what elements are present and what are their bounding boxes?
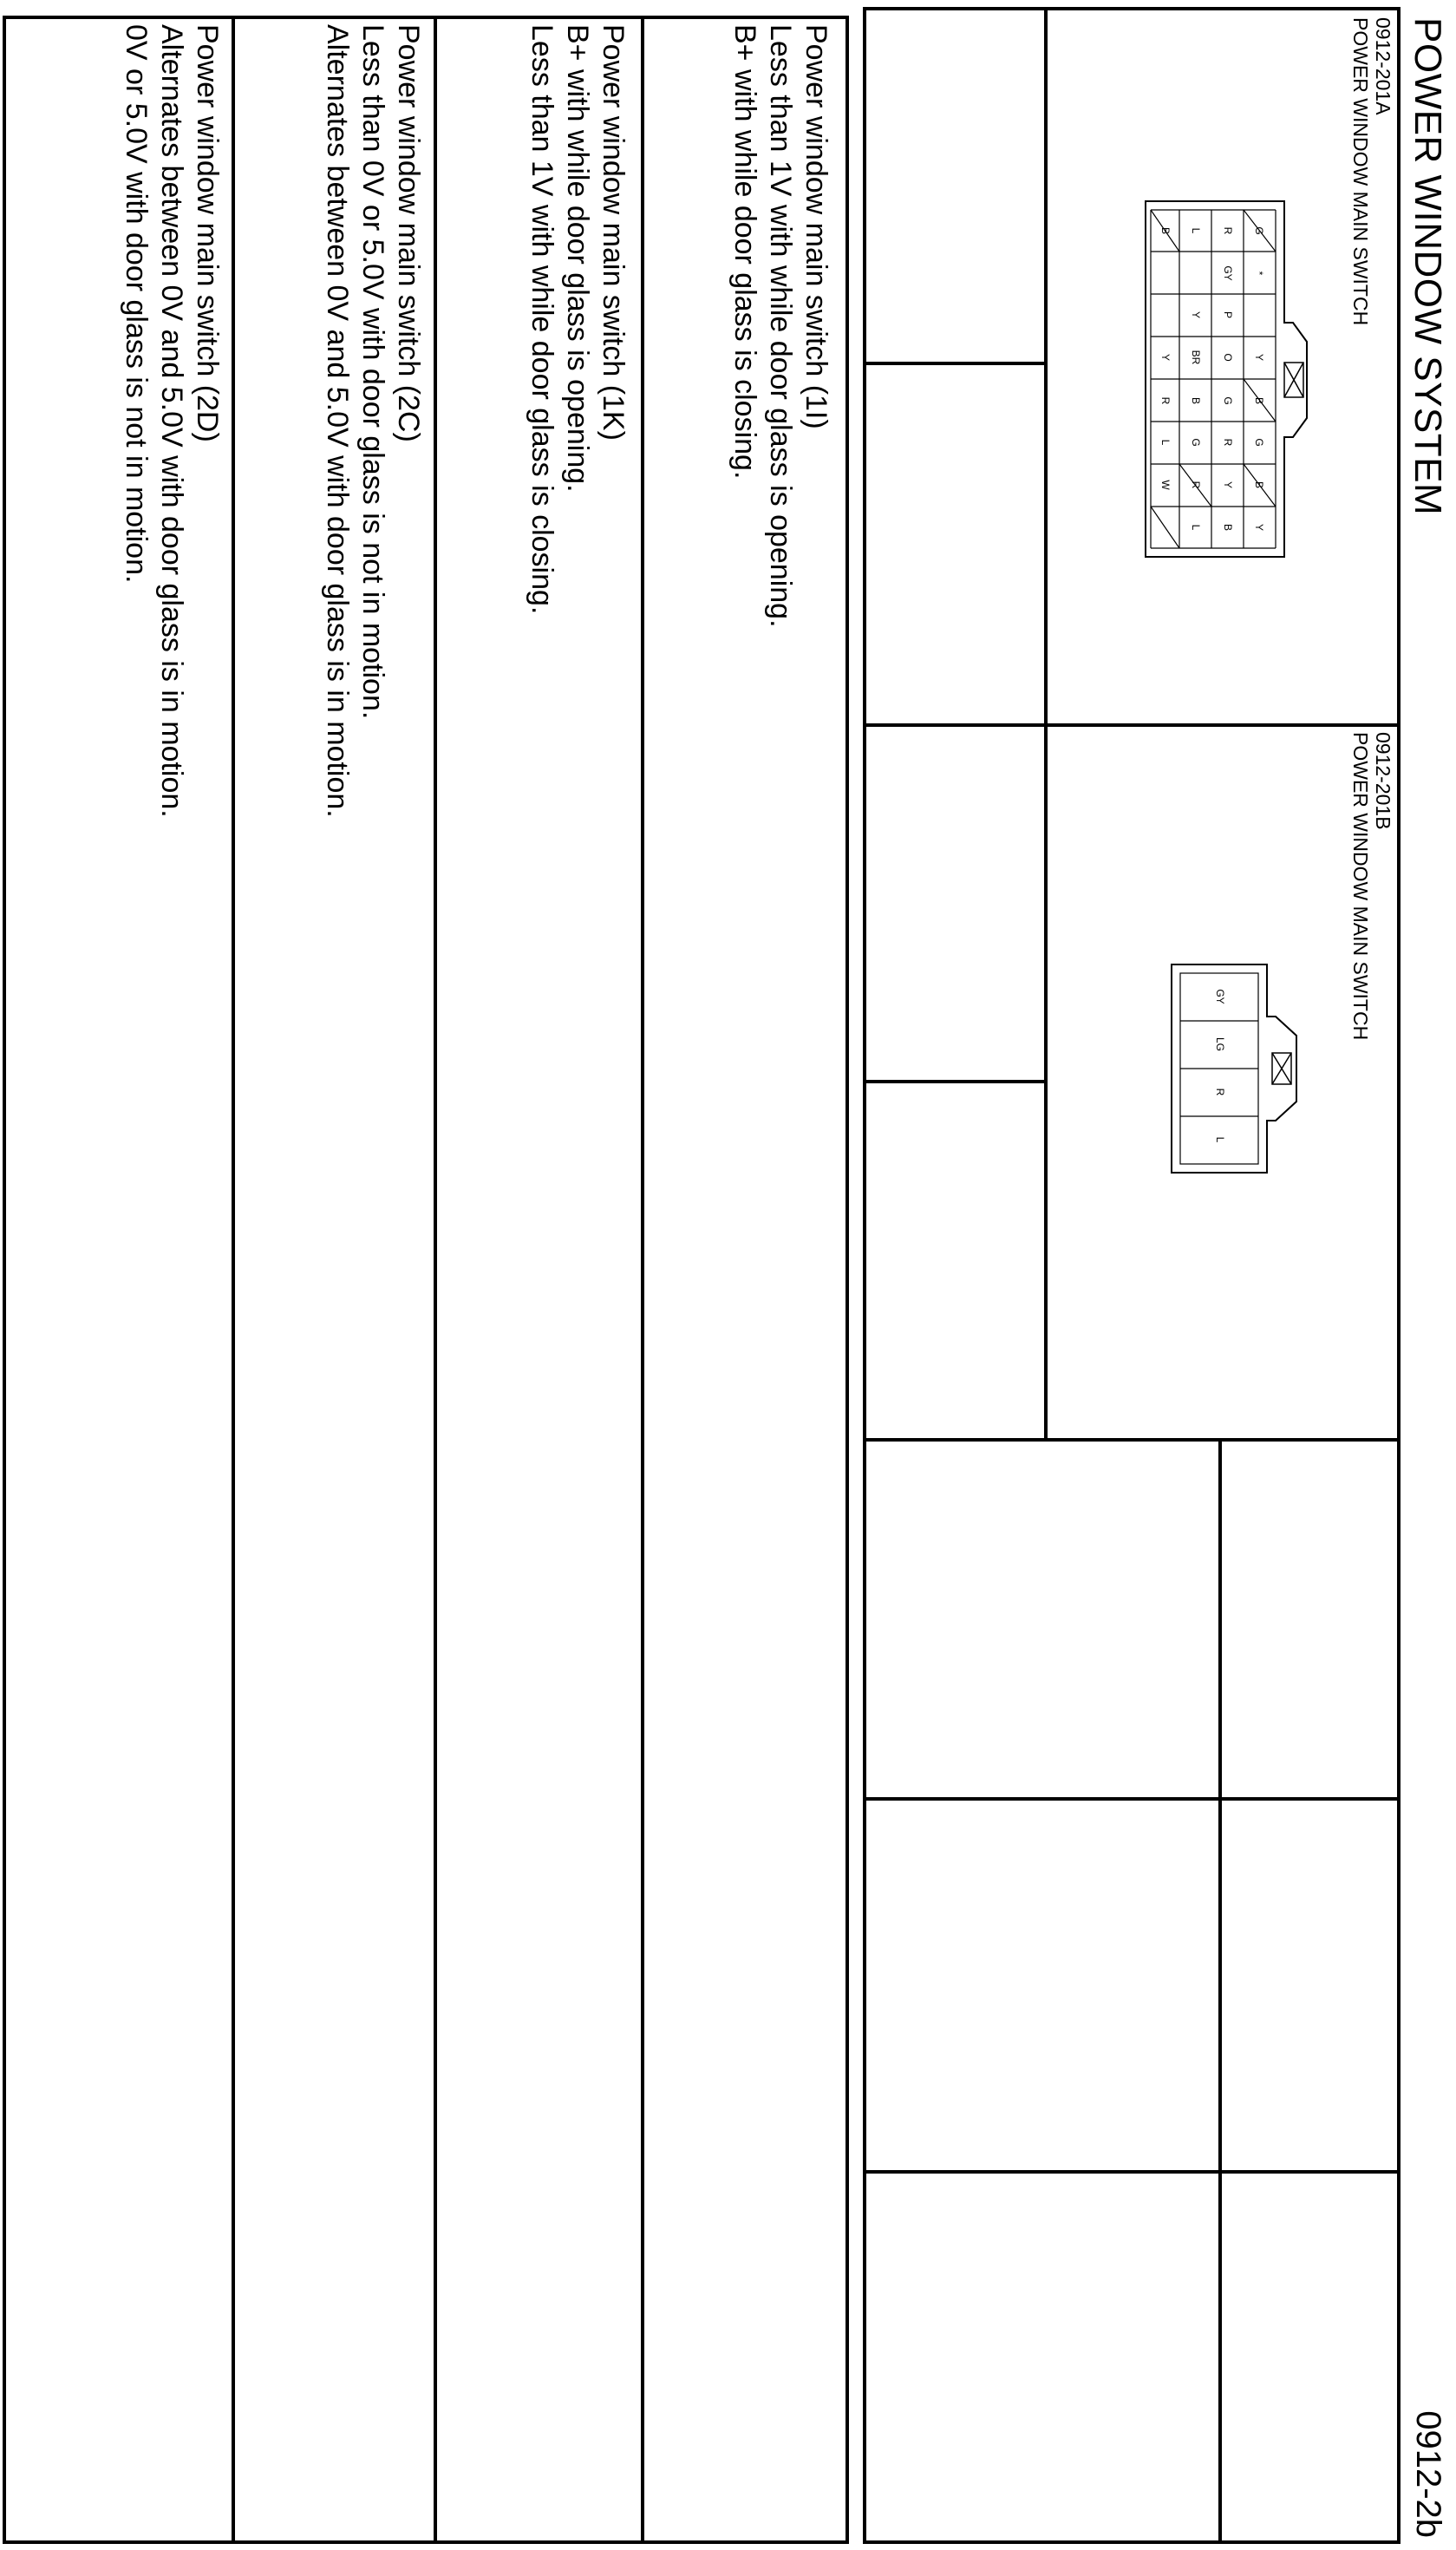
table-divider	[866, 723, 1397, 727]
check-line: B+ with while door glass is opening.	[561, 24, 595, 493]
table-divider	[641, 19, 644, 2540]
pin-label: L	[1213, 1136, 1226, 1143]
connector-b-name: POWER WINDOW MAIN SWITCH	[1349, 732, 1373, 1041]
connector-b-code: 0912-201B	[1372, 732, 1394, 830]
pin-label: W	[1159, 480, 1172, 490]
pin-label: G	[1221, 396, 1234, 405]
connector-b-label	[1349, 732, 1394, 1040]
connector-a-label	[1349, 17, 1394, 325]
table-divider	[232, 19, 235, 2540]
pin-label: B	[1159, 226, 1172, 235]
connector-a-name: POWER WINDOW MAIN SWITCH	[1349, 17, 1373, 326]
pin-label: R	[1189, 481, 1202, 489]
check-line: 0V or 5.0V with door glass is not in motion.	[120, 24, 153, 584]
pin-label: B	[1252, 481, 1265, 489]
pin-label: R	[1221, 226, 1234, 235]
check-line: Power window main switch (2D)	[191, 24, 224, 442]
pin-label: *	[1252, 271, 1265, 276]
pin-label: L	[1189, 524, 1202, 531]
connector-b-diagram	[1163, 956, 1302, 1181]
table-divider	[866, 1080, 1048, 1083]
check-line: Less than 1V with while door glass is opening.	[764, 24, 798, 628]
pin-label: LG	[1213, 1036, 1226, 1052]
pin-label: R	[1213, 1088, 1226, 1096]
pin-label: L	[1189, 227, 1202, 234]
connector-a-diagram	[1137, 184, 1310, 566]
check-line: Power window main switch (1K)	[597, 24, 630, 441]
table-divider	[866, 1797, 1397, 1801]
pin-label: Y	[1189, 311, 1202, 319]
pin-label: B	[1189, 396, 1202, 405]
pin-label: G	[1252, 438, 1265, 447]
table-divider	[1218, 1438, 1222, 2540]
checks-table	[3, 16, 849, 2544]
pin-label: P	[1221, 311, 1234, 319]
check-entry	[525, 24, 630, 614]
page-number: 0912-2b	[1409, 2410, 1447, 2538]
table-divider	[434, 19, 437, 2540]
check-line: Alternates between 0V and 5.0V with door glass is in motion.	[155, 24, 189, 818]
pin-label: BR	[1189, 350, 1202, 365]
table-divider	[1044, 10, 1048, 1438]
pin-label: G	[1252, 226, 1265, 235]
connector-table	[863, 7, 1401, 2544]
pin-label: GY	[1221, 265, 1234, 281]
pin-label: GY	[1213, 989, 1226, 1004]
pin-label: Y	[1252, 353, 1265, 362]
check-line: Less than 0V or 5.0V with door glass is not in motion.	[356, 24, 390, 720]
page-title: POWER WINDOW SYSTEM	[1407, 17, 1449, 516]
check-entry	[119, 24, 225, 818]
check-line: Power window main switch (2C)	[392, 24, 425, 442]
check-line: Power window main switch (1I)	[800, 24, 832, 429]
table-divider	[866, 362, 1048, 365]
pin-label: Y	[1221, 481, 1234, 489]
check-line: Alternates between 0V and 5.0V with door glass is in motion.	[321, 24, 355, 818]
pin-label: O	[1221, 353, 1234, 362]
check-line: B+ with while door glass is closing.	[728, 24, 762, 480]
check-entry	[728, 24, 833, 628]
check-line: Less than 1V with while door glass is closing.	[526, 24, 559, 615]
pin-label: R	[1159, 396, 1172, 405]
pin-label: B	[1221, 523, 1234, 532]
connector-a-code: 0912-201A	[1372, 17, 1394, 115]
pin-label: L	[1159, 439, 1172, 446]
pin-label: Y	[1159, 353, 1172, 362]
table-divider	[866, 2170, 1397, 2174]
pin-label: G	[1189, 438, 1202, 447]
pin-label: Y	[1252, 523, 1265, 532]
table-divider	[866, 1438, 1397, 1442]
check-entry	[320, 24, 426, 818]
pin-label: R	[1221, 438, 1234, 447]
pin-label: B	[1252, 396, 1265, 405]
